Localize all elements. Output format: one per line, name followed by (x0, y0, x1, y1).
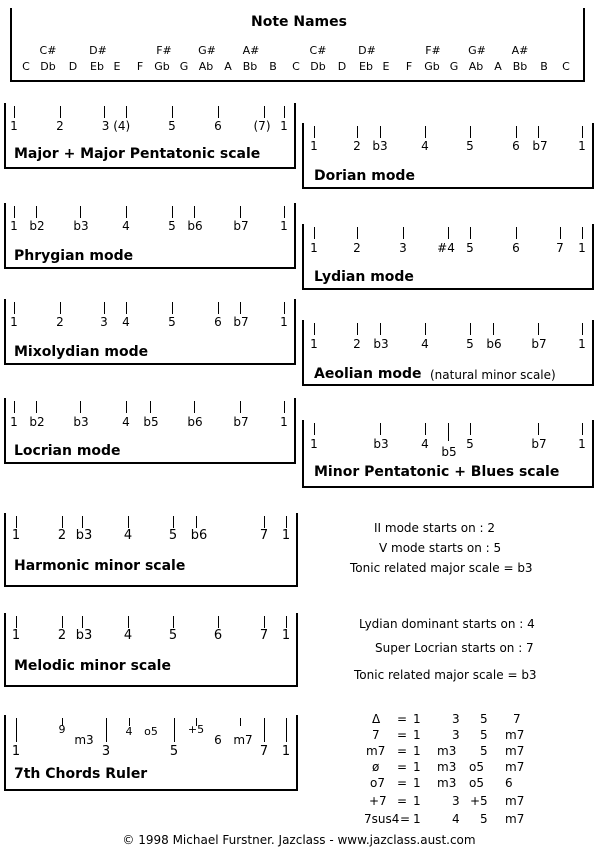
chord-degree: 6 (214, 733, 222, 747)
note-upper: D# (358, 44, 376, 57)
note-upper: A# (242, 44, 260, 57)
chord-tone: 3 (452, 712, 460, 726)
note-upper: G# (198, 44, 216, 57)
note-names-title: Note Names (251, 14, 347, 30)
chord-tone: m3 (437, 760, 457, 774)
note-lower: G (179, 60, 189, 73)
note-lower: Ab (198, 60, 214, 73)
scale-degree: 1 (578, 241, 586, 255)
chord-tone: 1 (413, 812, 421, 826)
scale-degree: 5 (168, 219, 176, 233)
note-lower: Eb (90, 60, 104, 73)
scale-degree: b7 (531, 337, 547, 351)
melodic-note-2: Super Locrian starts on : 7 (375, 641, 534, 655)
scale-title: Melodic minor scale (14, 658, 171, 674)
scale-degree: 1 (10, 219, 18, 233)
scale-degree: b5 (143, 415, 159, 429)
scale-degree: b2 (29, 415, 45, 429)
chord-symbol: Δ (372, 712, 381, 726)
chord-tone: 1 (413, 760, 421, 774)
scale-degree: 2 (57, 528, 67, 543)
scale-degree: 7 (556, 241, 564, 255)
scale-degree: b6 (190, 528, 208, 543)
chord-degree: m7 (233, 733, 253, 747)
note-lower: E (382, 60, 390, 73)
note-upper: D# (89, 44, 107, 57)
scale-degree: 1 (280, 315, 288, 329)
note-lower: G (449, 60, 459, 73)
note-lower: Gb (154, 60, 170, 73)
scale-degree: b7 (532, 139, 548, 153)
scale-degree: 4 (123, 528, 133, 543)
scale-title: Minor Pentatonic + Blues scale (314, 464, 560, 480)
harmonic-note-2: V mode starts on : 5 (379, 541, 502, 555)
scale-degree: b7 (233, 315, 249, 329)
chord-degree: 7 (259, 744, 269, 759)
harmonic-note-3: Tonic related major scale = b3 (350, 561, 533, 575)
chord-equals: = (400, 812, 411, 826)
chord-tone: m7 (505, 812, 525, 826)
scale-degree: 3 (4) (101, 119, 131, 133)
scale-degree: 1 (310, 241, 318, 255)
scale-degree: 3 (399, 241, 407, 255)
scale-degree: b5 (441, 445, 457, 459)
scale-note: (natural minor scale) (430, 368, 556, 382)
chord-symbol: o7 (370, 776, 385, 790)
note-lower: Eb (359, 60, 373, 73)
chord-tone: o5 (469, 776, 484, 790)
scale-degree: 1 (310, 337, 318, 351)
chord-symbol: ø (372, 760, 380, 774)
chord-tone: 5 (480, 744, 488, 758)
scale-title: Aeolian mode (314, 366, 422, 382)
scale-degree: 5 (168, 315, 176, 329)
chord-tone: 1 (413, 728, 421, 742)
chord-degree: o5 (144, 725, 158, 738)
scale-degree: b2 (29, 219, 45, 233)
melodic-note-3: Tonic related major scale = b3 (354, 668, 537, 682)
note-lower: Db (40, 60, 56, 73)
scale-degree: 5 (168, 628, 178, 643)
note-lower: Gb (424, 60, 440, 73)
chord-symbol: 7 (372, 728, 380, 742)
scale-degree: 6 (213, 628, 223, 643)
note-upper: F# (425, 44, 441, 57)
chord-tone: 5 (480, 712, 488, 726)
note-lower: A (224, 60, 232, 73)
scale-degree: b3 (373, 337, 389, 351)
scale-title: 7th Chords Ruler (14, 766, 148, 782)
scale-degree: 1 (10, 315, 18, 329)
scale-degree: b3 (73, 415, 89, 429)
note-lower: D (337, 60, 347, 73)
chord-tone: m7 (505, 760, 525, 774)
chord-tone: m7 (505, 794, 525, 808)
chord-tone: 1 (413, 712, 421, 726)
scale-degree: 1 (10, 415, 18, 429)
scale-degree: 2 (353, 337, 361, 351)
chord-degree: 9 (58, 723, 66, 736)
chord-tone: 5 (480, 728, 488, 742)
scale-degree: 3 (100, 315, 108, 329)
harmonic-minor-box (4, 513, 298, 587)
scale-degree: 4 (122, 415, 130, 429)
scale-degree: 1 (11, 628, 21, 643)
note-lower: C (562, 60, 570, 73)
chord-degree: 1 (11, 744, 21, 759)
note-upper: C# (39, 44, 57, 57)
scale-degree: 4 (421, 139, 429, 153)
chord-tone: +5 (470, 794, 488, 808)
note-upper: A# (511, 44, 529, 57)
scale-degree: b7 (233, 415, 249, 429)
scale-degree: b3 (372, 139, 388, 153)
chord-symbol: m7 (366, 744, 386, 758)
note-lower: Db (310, 60, 326, 73)
chord-tone: 5 (480, 812, 488, 826)
note-lower: A (494, 60, 502, 73)
chord-tone: 3 (452, 728, 460, 742)
scale-title: Harmonic minor scale (14, 558, 186, 574)
scale-degree: 7 (259, 528, 269, 543)
chord-tone: 6 (505, 776, 513, 790)
scale-degree: 1 (280, 415, 288, 429)
note-lower: C (292, 60, 300, 73)
scale-degree: 1 (280, 119, 288, 133)
chord-tone: o5 (469, 760, 484, 774)
chord-tone: 1 (413, 794, 421, 808)
scale-degree: 6 (214, 315, 222, 329)
chord-tone: 4 (452, 812, 460, 826)
scale-degree: 5 (466, 337, 474, 351)
note-lower: E (113, 60, 121, 73)
scale-degree: b6 (486, 337, 502, 351)
scale-degree: 4 (421, 437, 429, 451)
note-lower: Bb (242, 60, 258, 73)
chord-degree: +5 (187, 723, 205, 736)
scale-degree: 7 (259, 628, 269, 643)
scale-degree: 6 (512, 241, 520, 255)
chord-equals: = (397, 728, 408, 742)
chord-tone: m3 (437, 744, 457, 758)
chord-symbol: 7sus4 (364, 812, 400, 826)
chord-equals: = (397, 744, 408, 758)
note-lower: Ab (468, 60, 484, 73)
chord-degree: 4 (125, 725, 133, 738)
scale-degree: #4 (437, 241, 455, 255)
scale-degree: 2 (57, 628, 67, 643)
scale-degree: 2 (56, 119, 64, 133)
scale-degree: b3 (73, 219, 89, 233)
scale-degree: 1 (280, 219, 288, 233)
scale-degree: b6 (187, 219, 203, 233)
scale-degree: 1 (11, 528, 21, 543)
melodic-note-1: Lydian dominant starts on : 4 (359, 617, 535, 631)
scale-title: Phrygian mode (14, 248, 134, 264)
scale-degree: 5 (466, 437, 474, 451)
scale-degree: 1 (578, 437, 586, 451)
scale-degree: 1 (281, 628, 291, 643)
note-lower: B (540, 60, 548, 73)
scale-title: Lydian mode (314, 269, 414, 285)
scale-degree: 2 (353, 139, 361, 153)
scale-degree: 1 (281, 528, 291, 543)
chord-tone: 7 (513, 712, 521, 726)
chord-degree: m3 (74, 733, 94, 747)
scale-degree: b3 (75, 628, 93, 643)
scale-degree: b6 (187, 415, 203, 429)
note-lower: F (405, 60, 413, 73)
scale-degree: 6 (512, 139, 520, 153)
note-upper: G# (468, 44, 486, 57)
chord-equals: = (397, 776, 408, 790)
scale-degree: b7 (233, 219, 249, 233)
scale-degree: 4 (122, 219, 130, 233)
scale-degree: 5 (168, 528, 178, 543)
scale-title: Dorian mode (314, 168, 415, 184)
scale-degree: b7 (531, 437, 547, 451)
chord-equals: = (397, 712, 408, 726)
scale-degree: b3 (373, 437, 389, 451)
chord-tone: 1 (413, 744, 421, 758)
note-upper: C# (309, 44, 327, 57)
chord-tone: 3 (452, 794, 460, 808)
scale-degree: 5 (466, 241, 474, 255)
chord-degree: 3 (101, 744, 111, 759)
scale-degree: 6 (214, 119, 222, 133)
chord-tone: m7 (505, 728, 525, 742)
note-lower: C (22, 60, 30, 73)
chord-tone: m3 (437, 776, 457, 790)
note-lower: F (136, 60, 144, 73)
scale-title: Locrian mode (14, 443, 121, 459)
note-upper: F# (156, 44, 172, 57)
chord-degree: 5 (169, 744, 179, 759)
scale-degree: 1 (310, 437, 318, 451)
scale-degree: 5 (466, 139, 474, 153)
melodic-minor-box (4, 613, 298, 687)
scale-degree: 4 (123, 628, 133, 643)
chord-tone: 1 (413, 776, 421, 790)
scale-degree: (7) (253, 119, 271, 133)
note-lower: D (68, 60, 78, 73)
note-lower: B (269, 60, 277, 73)
scale-title: Mixolydian mode (14, 344, 149, 360)
chord-tone: m7 (505, 744, 525, 758)
scale-degree: 5 (168, 119, 176, 133)
chord-symbol: +7 (369, 794, 387, 808)
harmonic-note-1: II mode starts on : 2 (374, 521, 496, 535)
chord-equals: = (397, 794, 408, 808)
scale-degree: 4 (421, 337, 429, 351)
scale-degree: 1 (578, 337, 586, 351)
chord-equals: = (397, 760, 408, 774)
footer-credit: © 1998 Michael Furstner. Jazclass - www.jazclass.aust.com (122, 833, 476, 847)
scale-degree: b3 (75, 528, 93, 543)
scale-degree: 4 (122, 315, 130, 329)
scale-degree: 1 (10, 119, 18, 133)
scale-title: Major + Major Pentatonic scale (14, 146, 261, 162)
note-lower: Bb (512, 60, 528, 73)
scale-degree: 2 (353, 241, 361, 255)
scale-degree: 1 (310, 139, 318, 153)
scale-degree: 2 (56, 315, 64, 329)
scale-degree: 1 (578, 139, 586, 153)
chord-degree: 1 (281, 744, 291, 759)
